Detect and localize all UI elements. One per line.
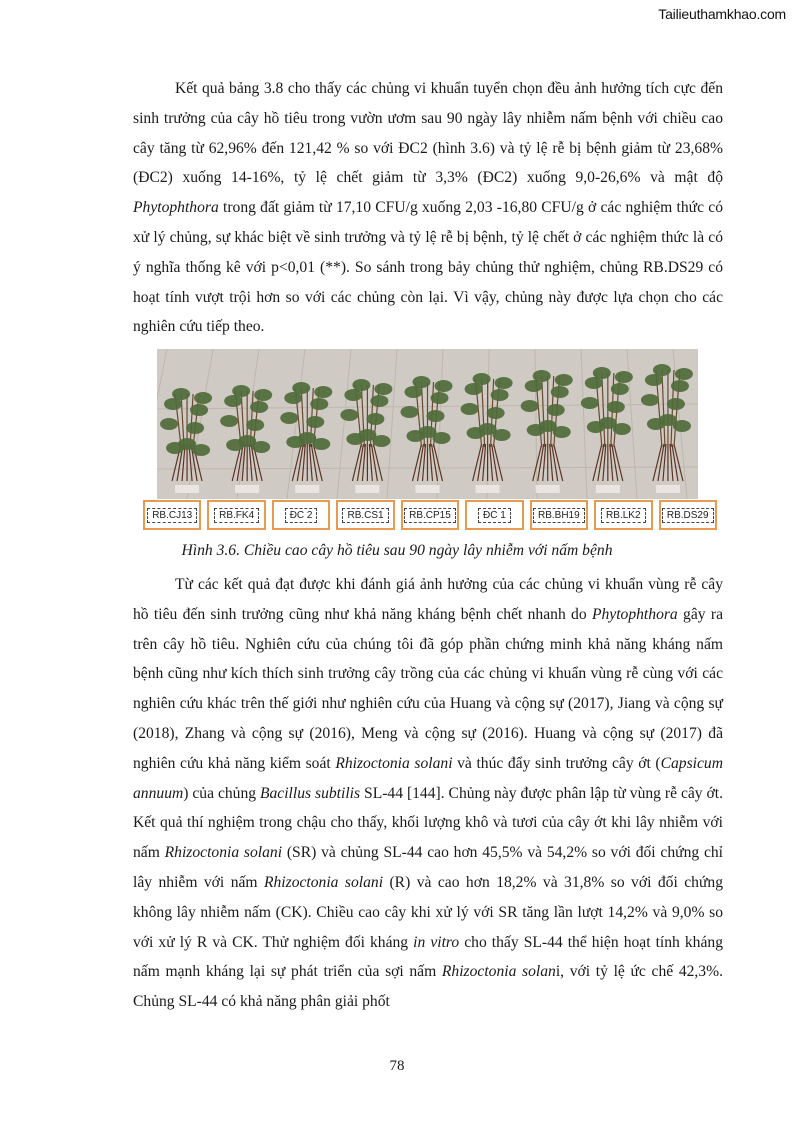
- plant-leaf: [495, 377, 513, 389]
- figure-label-box: [530, 500, 588, 530]
- p2-italic: Rhizoctonia solani: [335, 754, 453, 772]
- p2-text: Từ các kết quả đạt được khi đánh giá ảnh hưởng của các chủng vi khuẩn vùng rễ cây hồ tiêu đến sinh trưởng cũng như khả năng kháng bệnh chết nhanh do: [133, 576, 723, 623]
- plant-leaf: [352, 379, 370, 391]
- plant-leaf: [491, 389, 509, 401]
- plant-leaf: [615, 371, 633, 383]
- plant-leaf: [667, 398, 685, 410]
- p2-italic: Bacillus subtilis: [259, 784, 361, 802]
- plant-leaf: [527, 424, 545, 436]
- plant-leaf: [467, 427, 485, 439]
- plant-leaf: [407, 430, 425, 442]
- pepper-plants-photo: [157, 349, 698, 499]
- plant-leaf: [314, 386, 332, 398]
- plant-leaf: [671, 380, 689, 392]
- figure-label-box: [207, 500, 265, 530]
- p2-italic: in vitro: [413, 933, 460, 951]
- plant-leaf: [286, 436, 304, 448]
- plant-leaf: [372, 435, 390, 447]
- plant-tag: [355, 485, 379, 493]
- plant-leaf: [611, 383, 629, 395]
- plant-leaf: [401, 406, 419, 418]
- figure-label-box: [272, 500, 330, 530]
- plant-leaf: [370, 395, 388, 407]
- plant-leaf: [607, 401, 625, 413]
- plant-leaf: [675, 368, 693, 380]
- figure-label: RB.CJ13: [147, 508, 197, 523]
- figure-label: RB.CS1: [342, 508, 388, 523]
- figure-label: RB.LK2: [601, 508, 645, 523]
- paragraph-1: [133, 74, 723, 342]
- plant-leaf: [340, 409, 358, 421]
- figure-label-box: [465, 500, 523, 530]
- paragraph-2: [133, 570, 723, 1017]
- p2-italic: Rhizoctonia solani: [164, 844, 283, 862]
- figure-label: RB.DS29: [662, 508, 714, 523]
- figure-label: ĐC 2: [285, 508, 318, 523]
- plant-leaf: [194, 392, 212, 404]
- plant-leaf: [433, 432, 451, 444]
- plant-tag: [536, 485, 560, 493]
- p2-text: gây ra trên cây hồ tiêu. Nghiên cứu của chúng tôi đã góp phần chứng minh khả năng kháng nấm bệnh cũng như kích thích sinh trưởng cây trồng của các chủng vi khuẩn vùng rễ cùng với các nghiên cứu khác trên thế giới như nghiên cứu của Huang và cộng sự (2017), Jiang và cộng sự (2018), Zhang và cộng sự (2016), Meng và cộng sự (2016). Huang và cộng sự (2017) đã nghiên cứu khả năng kiểm soát: [133, 605, 723, 772]
- plant-leaf: [306, 416, 324, 428]
- plant-tag: [235, 485, 259, 493]
- p2-italic: Phytophthora: [591, 605, 678, 623]
- p2-text: cho thấy SL-44 thể hiện hoạt tính kháng nấm mạnh kháng lại sự phát triển của sợi nấm: [133, 933, 723, 981]
- p2-italic: Rhizoctonia solani: [263, 873, 384, 891]
- plant-leaf: [533, 370, 551, 382]
- plant-leaf: [366, 413, 384, 425]
- figure-caption: Hình 3.6. Chiều cao cây hồ tiêu sau 90 ngày lây nhiễm với nấm bệnh: [181, 542, 613, 559]
- plant-leaf: [252, 441, 270, 453]
- p2-text: (SR) và chủng SL-44 cao hơn 45,5% và 54,2% so với đối chứng chỉ lây nhiễm với nấm: [133, 844, 723, 891]
- p2-italic: Rhizoctonia solan: [441, 963, 556, 981]
- plant-leaf: [435, 380, 453, 392]
- plant-leaf: [587, 421, 605, 433]
- plant-leaf: [647, 418, 665, 430]
- plant-leaf: [220, 415, 238, 427]
- plant-tag: [175, 485, 199, 493]
- p2-text: (R) và cao hơn 18,2% và 31,8% so với đối chứng không lây nhiễm nấm (CK). Chiều cao cây khi xử lý với SR tăng lần lượt 14,2% và 9,0% so với xử lý R và CK. Thử nghiệm đối kháng: [133, 873, 723, 951]
- plant-leaf: [292, 382, 310, 394]
- watermark: Tailieuthamkhao.com: [658, 6, 786, 22]
- plant-leaf: [186, 422, 204, 434]
- plant-leaf: [232, 385, 250, 397]
- plant-leaf: [312, 438, 330, 450]
- plant-leaf: [461, 403, 479, 415]
- plant-leaf: [192, 444, 210, 456]
- plant-leaf: [254, 389, 272, 401]
- plant-leaf: [555, 374, 573, 386]
- paragraph-1-italic-a: Phytophthora: [133, 199, 219, 217]
- plant-leaf: [374, 383, 392, 395]
- plant-leaf: [280, 412, 298, 424]
- paragraph-1-text-a: Kết quả bảng 3.8 cho thấy các chủng vi khuẩn tuyển chọn đều ảnh hưởng tích cực đến sinh trưởng của cây hồ tiêu trong vườn ươm sau 90 ngày lây nhiễm nấm bệnh với chiều cao cây tăng từ 62,96% đến 121,42 % so với ĐC2 (hình 3.6) và tỷ lệ rễ bị bệnh giảm từ 23,68% (ĐC2) xuống 14-16%, tỷ lệ chết giảm từ 3,3% (ĐC2) xuống 9,0-26,6% và mật độ: [133, 80, 723, 187]
- p2-text: i, với tỷ lệ ức chế 42,3%. Chủng SL-44 có khả năng phân giải phốt: [133, 963, 723, 1011]
- figure-label-box: [401, 500, 459, 530]
- plant-leaf: [473, 373, 491, 385]
- plant-leaf: [553, 426, 571, 438]
- plant-leaf: [427, 410, 445, 422]
- p2-text: ) của chủng: [183, 784, 260, 802]
- plant-leaf: [551, 386, 569, 398]
- figure-label-box: [659, 500, 717, 530]
- plant-leaf: [190, 404, 208, 416]
- plant-leaf: [246, 419, 264, 431]
- figure-label: RB.CP15: [404, 508, 456, 523]
- plant-leaf: [673, 420, 691, 432]
- plant-leaf: [172, 388, 190, 400]
- plant-leaf: [521, 400, 539, 412]
- plant-leaf: [226, 439, 244, 451]
- p2-italic: Capsicum annuum: [133, 754, 723, 802]
- plant-leaf: [487, 407, 505, 419]
- figure-label-box: [594, 500, 652, 530]
- page-number: 78: [389, 1058, 405, 1074]
- plant-tag: [596, 485, 620, 493]
- plant-leaf: [593, 367, 611, 379]
- figure-label: RB.FK4: [214, 508, 259, 523]
- plant-leaf: [310, 398, 328, 410]
- plant-leaf: [346, 433, 364, 445]
- figure-labels: [143, 500, 717, 530]
- figure-label-box: [336, 500, 394, 530]
- p2-text: và thúc đẩy sinh trưởng cây ớt (: [452, 754, 661, 772]
- figure-photo: [157, 349, 698, 499]
- plant-leaf: [581, 397, 599, 409]
- figure-label-box: [143, 500, 201, 530]
- plant-leaf: [431, 392, 449, 404]
- plant-tag: [295, 485, 319, 493]
- figure-label: RB.BH19: [533, 508, 585, 523]
- plant-tag: [416, 485, 440, 493]
- plant-leaf: [413, 376, 431, 388]
- plant-leaf: [547, 404, 565, 416]
- plant-tag: [476, 485, 500, 493]
- figure-label: ĐC 1: [478, 508, 511, 523]
- plant-leaf: [250, 401, 268, 413]
- plant-leaf: [166, 442, 184, 454]
- p2-text: SL-44 [144]. Chủng này được phân lập từ vùng rễ cây ớt. Kết quả thí nghiệm trong chậu cho thấy, khối lượng khô và tươi của cây ớt khi lây nhiễm với nấm: [133, 784, 723, 862]
- plant-leaf: [653, 364, 671, 376]
- plant-leaf: [613, 423, 631, 435]
- plant-leaf: [160, 418, 178, 430]
- paragraph-1-text-b: trong đất giảm từ 17,10 CFU/g xuống 2,03 -16,80 CFU/g ở các nghiệm thức có xử lý chủng, sự khác biệt về sinh trưởng và tỷ lệ rễ bị bệnh, tỷ lệ chết ở các nghiệm thức là có ý nghĩa thống kê với p<0,01 (**). So sánh trong bảy chủng thử nghiệm, chủng RB.DS29 có hoạt tính vượt trội hơn so với các chủng còn lại. Vì vậy, chủng này được lựa chọn cho các nghiên cứu tiếp theo.: [133, 199, 723, 336]
- plant-leaf: [641, 394, 659, 406]
- plant-tag: [656, 485, 680, 493]
- plant-leaf: [493, 429, 511, 441]
